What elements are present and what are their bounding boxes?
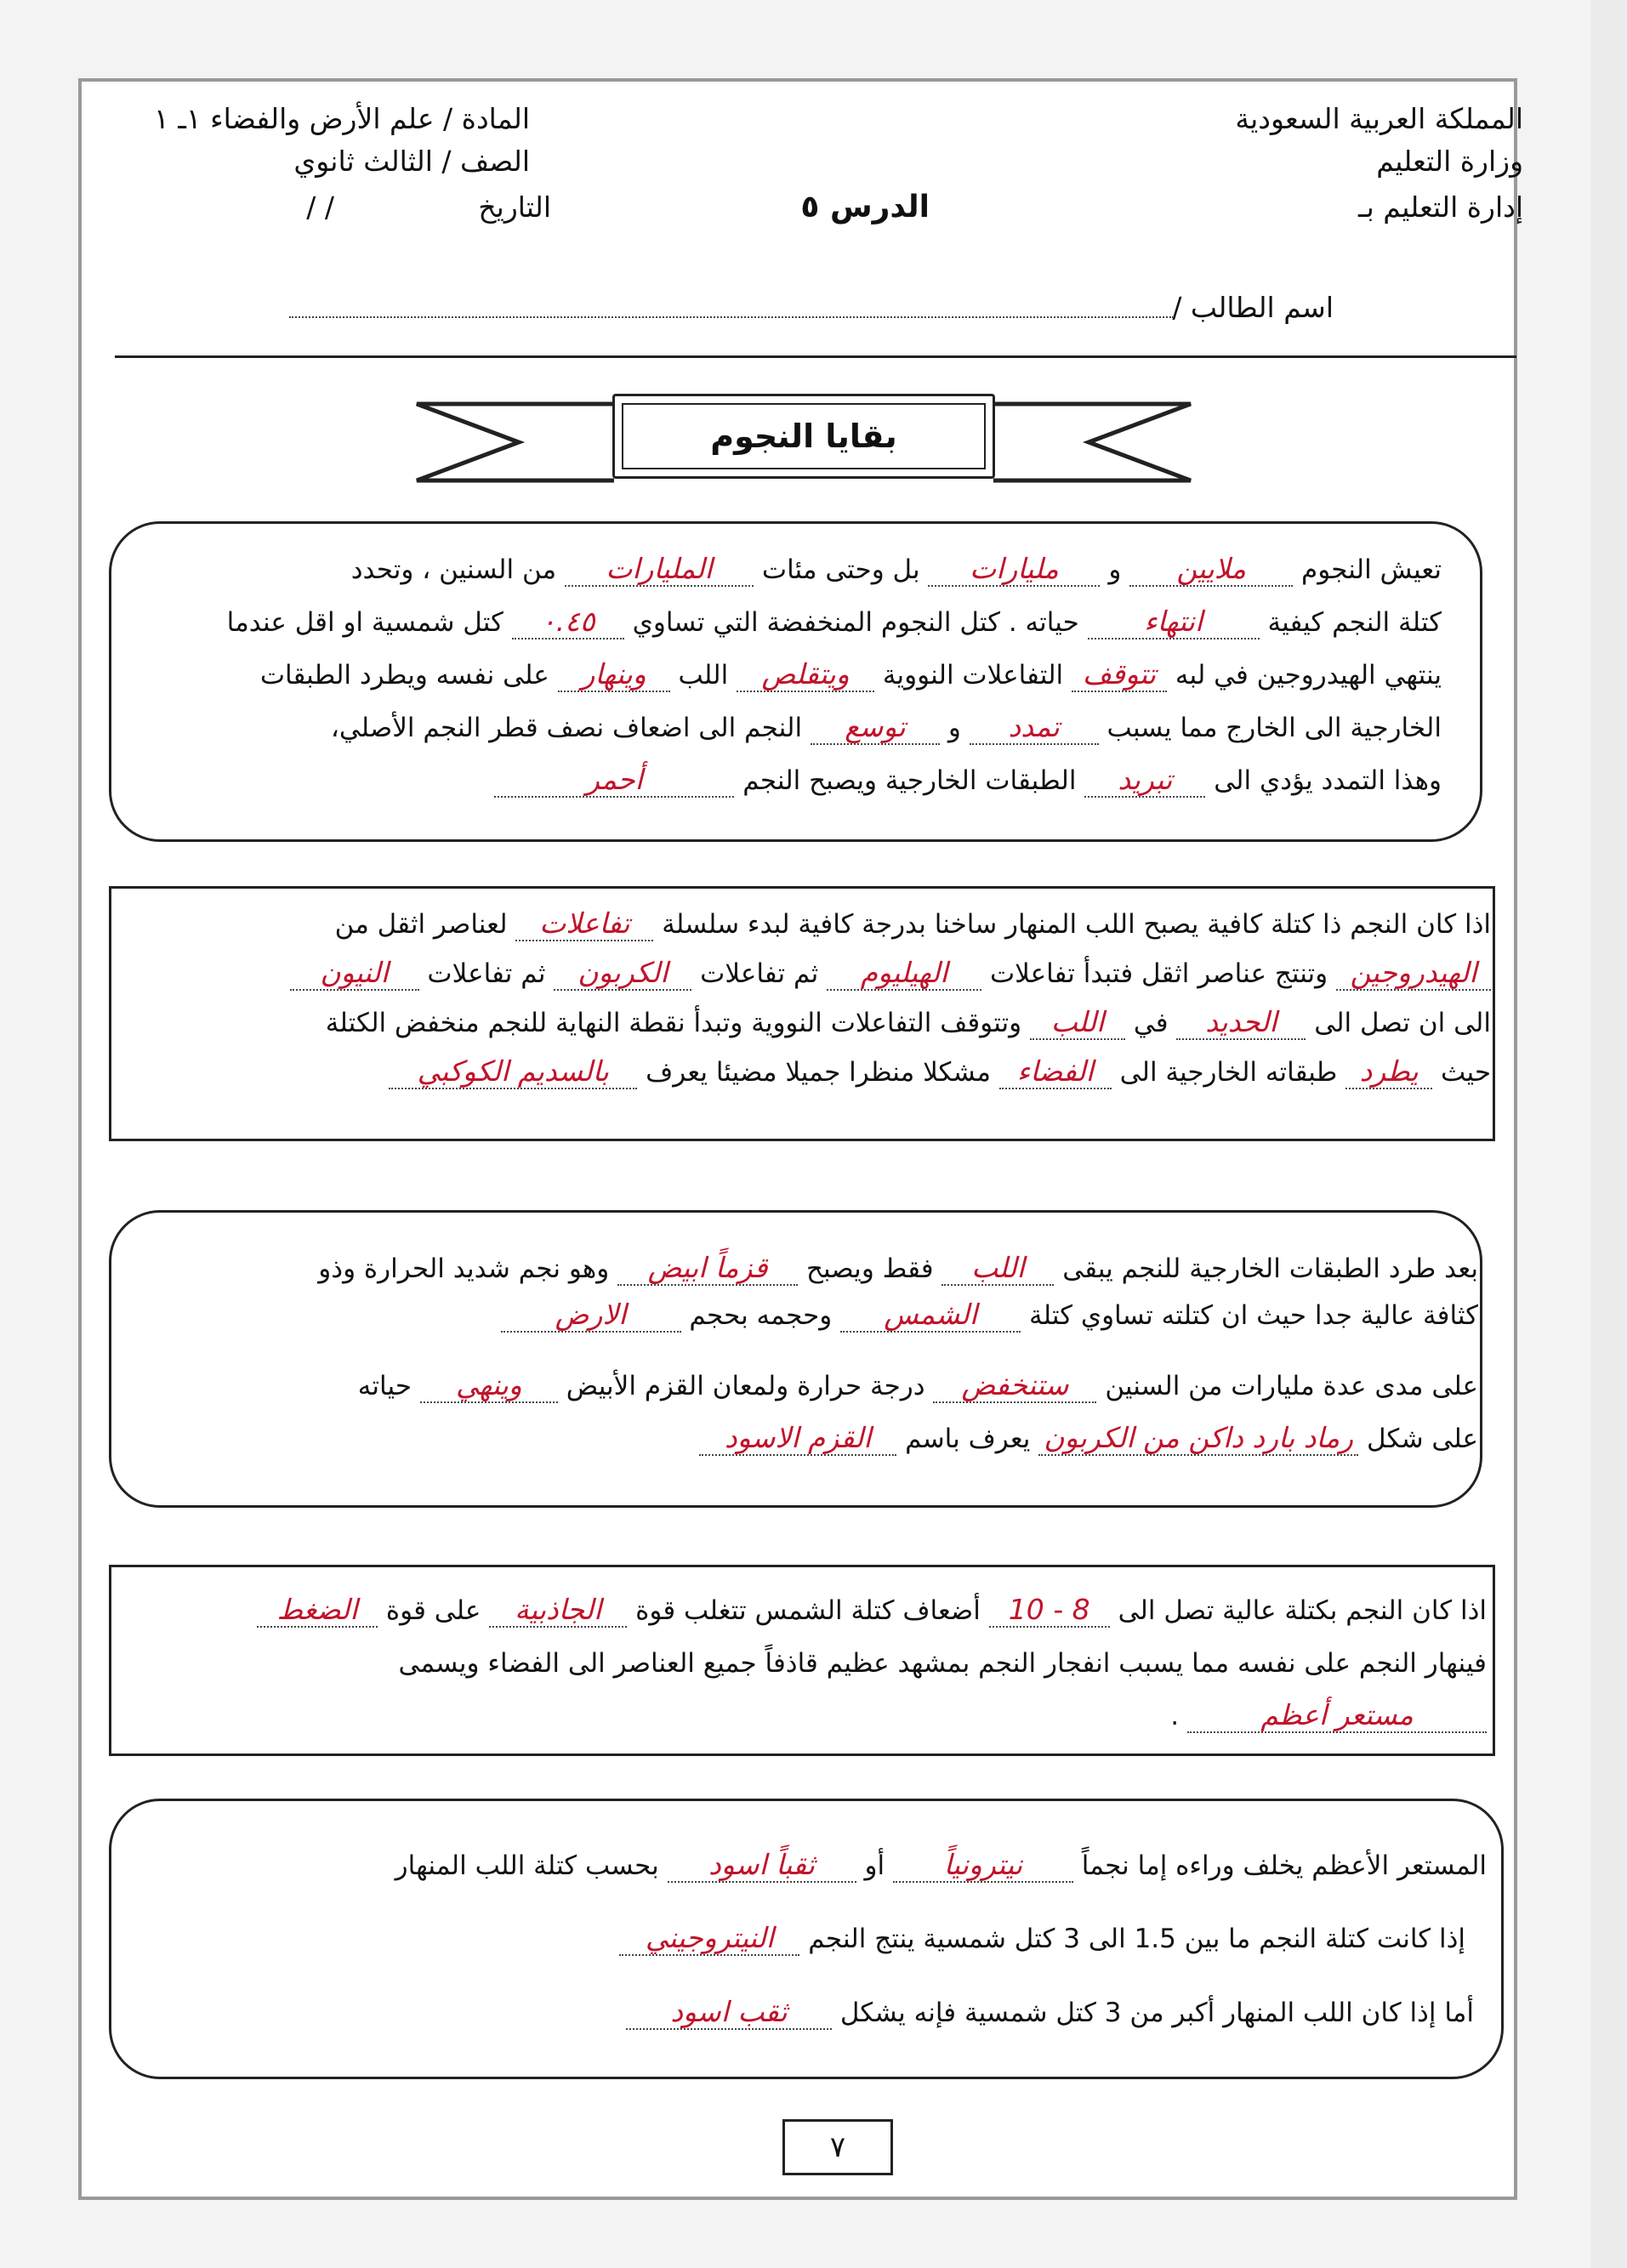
box3-line2: كثافة عالية جدا حيث ان كتلته تساوي كتلة الشمس وحجمه بحجم الارض <box>501 1297 1478 1334</box>
blank-input[interactable]: تبريد <box>1084 764 1205 798</box>
blank-input[interactable]: مستعر أعظم <box>1187 1699 1487 1733</box>
department-label: إدارة التعليم بـ <box>1357 190 1523 224</box>
subject-label: المادة / علم الأرض والفضاء ١ـ ١ <box>154 102 530 135</box>
box3-line3: على مدى عدة مليارات من السنين ستنخفض درجة حرارة ولمعان القزم الأبيض وينهي حياته <box>357 1368 1478 1401</box>
lesson-label: الدرس ٥ <box>800 190 930 225</box>
box1-line3: ينتهي الهيدروجين في لبه تتوقف التفاعلات النووية ويتقلص اللب وينهار على نفسه ويطرد الطبقات <box>259 657 1442 691</box>
blank-input[interactable]: ويتقلص <box>737 658 874 692</box>
blank-input[interactable]: انتهاء <box>1088 605 1260 639</box>
blank-input[interactable]: الحديد <box>1176 1006 1306 1040</box>
box5-line3: أما إذا كان اللب المنهار أكبر من 3 كتل شمسية فإنه يشكل ثقب اسود <box>626 1994 1474 2032</box>
blank-input[interactable]: الهيليوم <box>827 957 981 991</box>
blank-input[interactable]: الكربون <box>554 957 691 991</box>
blank-input[interactable]: الشمس <box>840 1299 1021 1333</box>
student-name-label: اسم الطالب / <box>1172 291 1334 324</box>
blank-input[interactable]: مليارات <box>928 553 1100 587</box>
blank-input[interactable]: ٠.٤٥ <box>512 605 624 639</box>
box2-line4: حيث يطرد طبقاته الخارجية الى الفضاء مشكلا منظرا جميلا مضيئا يعرف بالسديم الكوكبي <box>389 1054 1491 1091</box>
blank-input[interactable]: ملايين <box>1129 553 1293 587</box>
box3-line1: بعد طرد الطبقات الخارجية للنجم يبقى اللب فقط ويصبح قزماً ابيض وهو نجم شديد الحرارة وذو <box>318 1251 1478 1284</box>
student-name-field[interactable] <box>289 316 1174 318</box>
blank-input[interactable]: قزماً ابيض <box>617 1252 798 1286</box>
blank-input[interactable]: تتوقف <box>1072 658 1167 692</box>
page-title: بقايا النجوم <box>710 418 897 455</box>
blank-input[interactable]: الجاذبية <box>489 1594 627 1628</box>
blank-input[interactable]: توسع <box>811 711 940 745</box>
date-label: التاريخ <box>478 190 551 224</box>
blank-input[interactable]: ستنخفض <box>933 1369 1096 1403</box>
page-number <box>782 2119 893 2175</box>
header-divider <box>115 355 1516 358</box>
blank-input[interactable]: اللب <box>941 1252 1054 1286</box>
blank-input[interactable]: بالسديم الكوكبي <box>389 1055 637 1089</box>
blank-input[interactable]: الضغط <box>257 1594 378 1628</box>
blank-input[interactable]: وينهار <box>558 658 670 692</box>
blank-input[interactable]: رماد بارد داكن من الكربون <box>1038 1422 1358 1456</box>
blank-input[interactable]: يطرد <box>1345 1055 1432 1089</box>
box5-line1: المستعر الأعظم يخلف وراءه إما نجماً نيترونياً أو ثقباً اسود بحسب كتلة اللب المنهار <box>395 1848 1487 1881</box>
page-number-text: ٧ <box>829 2130 846 2164</box>
box2-line1: اذا كان النجم ذا كتلة كافية يصبح اللب المنهار ساخنا بدرجة كافية لبدء سلسلة تفاعلات لعناصر اثقل من <box>334 907 1491 940</box>
blank-input[interactable]: 8 - 10 <box>989 1594 1110 1628</box>
box1-line4: الخارجية الى الخارج مما يسبب تمدد و توسع النجم الى اضعاف نصف قطر النجم الأصلي، <box>330 710 1442 743</box>
grade-label: الصف / الثالث ثانوي <box>293 145 530 178</box>
title-box <box>612 394 995 479</box>
blank-input[interactable]: نيترونياً <box>893 1849 1073 1883</box>
blank-input[interactable]: تمدد <box>970 711 1099 745</box>
blank-input[interactable]: النيتروجيني <box>619 1922 799 1956</box>
blank-input[interactable]: ثقب اسود <box>626 1996 832 2030</box>
box1-line1: تعيش النجوم ملايين و مليارات بل وحتى مئات المليارات من السنين ، وتحدد <box>350 552 1442 585</box>
blank-input[interactable]: ثقباً اسود <box>668 1849 856 1883</box>
box4-line1: اذا كان النجم بكتلة عالية تصل الى 8 - 10 أضعاف كتلة الشمس تتغلب قوة الجاذبية على قوة الضغط <box>257 1592 1487 1629</box>
blank-input[interactable]: النيون <box>290 957 419 991</box>
blank-input[interactable]: أحمر <box>494 764 734 798</box>
box4-line2: فينهار النجم على نفسه مما يسبب انفجار النجم بمشهد عظيم قاذفاً جميع العناصر الى الفضاء ويسمى <box>398 1648 1487 1679</box>
kingdom-label: المملكة العربية السعودية <box>1235 102 1523 135</box>
box1-line2: كتلة النجم كيفية انتهاء حياته . كتل النجوم المنخفضة التي تساوي ٠.٤٥ كتل شمسية او اقل عندما <box>226 605 1442 638</box>
blank-input[interactable]: الهيدروجين <box>1336 957 1491 991</box>
blank-input[interactable]: الارض <box>501 1299 681 1333</box>
date-field[interactable]: / / <box>306 190 334 224</box>
box2-line2: الهيدروجين وتنتج عناصر اثقل فتبدأ تفاعلات الهيليوم ثم تفاعلات الكربون ثم تفاعلات النيون <box>290 955 1491 992</box>
blank-input[interactable]: تفاعلات <box>515 907 653 941</box>
blank-input[interactable]: الفضاء <box>999 1055 1112 1089</box>
box4-line3: مستعر أعظم . <box>1170 1697 1487 1735</box>
blank-input[interactable]: المليارات <box>565 553 754 587</box>
blank-input[interactable]: اللب <box>1030 1006 1125 1040</box>
box1-line5: وهذا التمدد يؤدي الى تبريد الطبقات الخارجية ويصبح النجم أحمر <box>494 762 1442 799</box>
box2-line3: الى ان تصل الى الحديد في اللب وتتوقف التفاعلات النووية وتبدأ نقطة النهاية للنجم منخفض الكتلة <box>325 1005 1491 1038</box>
box5-line2: إذا كانت كتلة النجم ما بين 1.5 الى 3 كتل شمسية ينتج النجم النيتروجيني <box>619 1920 1465 1958</box>
blank-input[interactable]: وينهي <box>420 1369 558 1403</box>
box3-line4: على شكل رماد بارد داكن من الكربون يعرف باسم القزم الاسود <box>699 1420 1478 1458</box>
page-edge <box>1590 0 1627 2268</box>
ministry-label: وزارة التعليم <box>1376 145 1523 178</box>
blank-input[interactable]: القزم الاسود <box>699 1422 896 1456</box>
